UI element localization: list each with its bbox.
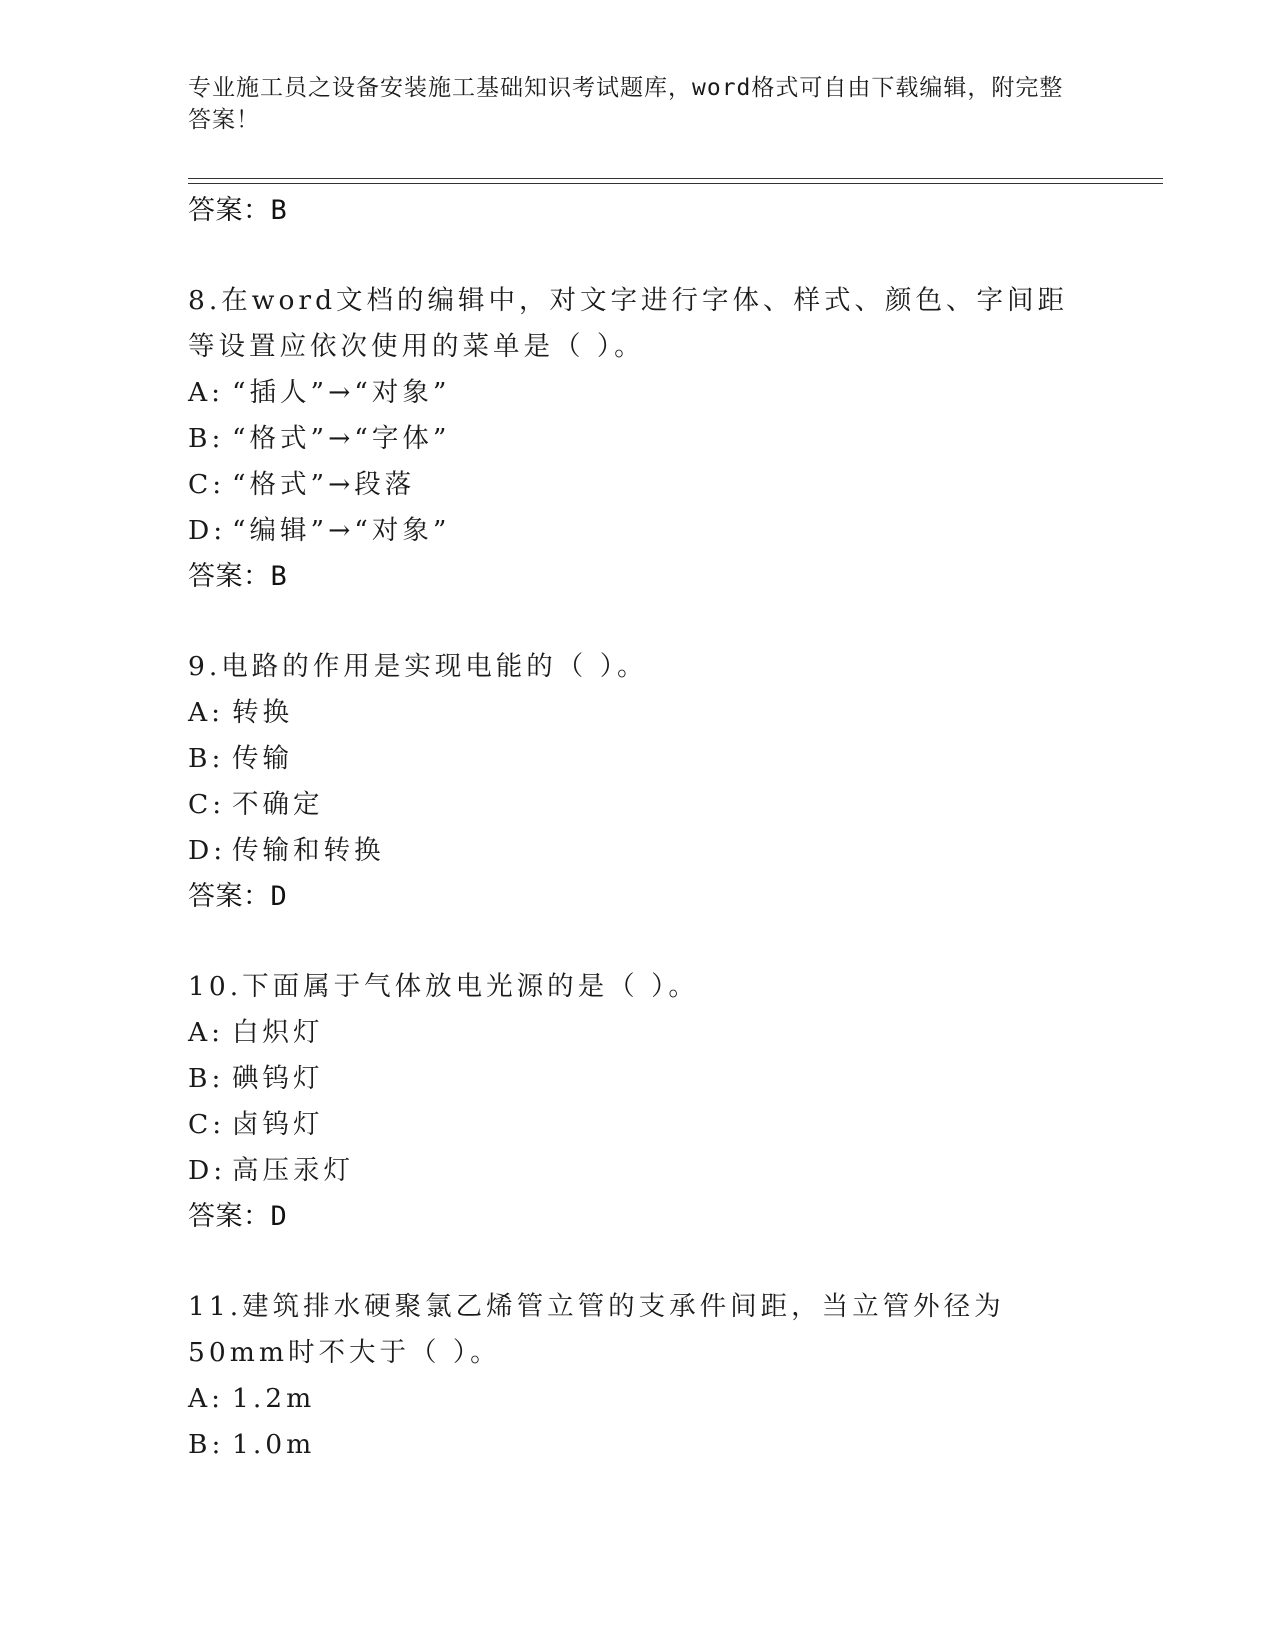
option-letter: B: <box>188 1429 225 1460</box>
option-letter: C: <box>188 1109 226 1140</box>
option-letter: A: <box>188 377 225 408</box>
option-d <box>188 828 1088 874</box>
option-text: 碘钨灯 <box>232 1063 324 1094</box>
option-b <box>188 736 1088 782</box>
option-d <box>188 508 1088 554</box>
option-letter: D: <box>188 835 227 866</box>
option-letter: B: <box>188 743 225 774</box>
option-b <box>188 1422 1088 1468</box>
option-b <box>188 1056 1088 1102</box>
option-text: “格式”→“字体” <box>232 423 451 454</box>
option-d <box>188 1148 1088 1194</box>
option-letter: C: <box>188 789 226 820</box>
question-item <box>188 644 1088 920</box>
option-text: “格式”→段落 <box>232 469 416 500</box>
option-text: “插人”→“对象” <box>232 377 451 408</box>
option-a <box>188 690 1088 736</box>
option-text: 传输和转换 <box>232 835 385 866</box>
option-a <box>188 370 1088 416</box>
option-c <box>188 462 1088 508</box>
question-stem: 10.下面属于气体放电光源的是（ ）。 <box>188 971 699 1002</box>
question-list <box>188 188 1088 1468</box>
option-b <box>188 416 1088 462</box>
question-item <box>188 964 1088 1240</box>
option-text: “编辑”→“对象” <box>232 515 451 546</box>
question-stem: 9.电路的作用是实现电能的（ ）。 <box>188 651 648 682</box>
option-text: 1.2m <box>232 1383 316 1414</box>
question-item <box>188 1284 1088 1468</box>
header-divider-bottom <box>188 183 1163 184</box>
question-stem: 8.在word文档的编辑中，对文字进行字体、样式、颜色、字间距等设置应依次使用的菜单是（ ）。 <box>188 285 1069 362</box>
question-item <box>188 278 1088 600</box>
answer-label: 答案：D <box>188 1201 288 1232</box>
option-a <box>188 1010 1088 1056</box>
option-letter: B: <box>188 423 225 454</box>
option-letter: D: <box>188 515 227 546</box>
option-a <box>188 1376 1088 1422</box>
option-text: 白炽灯 <box>232 1017 324 1048</box>
answer-label: 答案：B <box>188 561 288 592</box>
option-c <box>188 1102 1088 1148</box>
option-letter: B: <box>188 1063 225 1094</box>
page-header: 专业施工员之设备安装施工基础知识考试题库，word格式可自由下载编辑，附完整答案！ <box>188 75 1064 133</box>
option-text: 1.0m <box>232 1429 316 1460</box>
question-stem: 11.建筑排水硬聚氯乙烯管立管的支承件间距，当立管外径为50mm时不大于（ ）。 <box>188 1291 1005 1368</box>
option-letter: A: <box>188 697 225 728</box>
option-letter: C: <box>188 469 226 500</box>
option-letter: A: <box>188 1383 225 1414</box>
option-c <box>188 782 1088 828</box>
option-text: 卤钨灯 <box>232 1109 324 1140</box>
option-text: 不确定 <box>232 789 324 820</box>
option-text: 转换 <box>232 697 293 728</box>
option-text: 高压汞灯 <box>232 1155 354 1186</box>
answer-label: 答案：B <box>188 195 288 226</box>
answer-label: 答案：D <box>188 881 288 912</box>
option-text: 传输 <box>232 743 293 774</box>
option-letter: D: <box>188 1155 227 1186</box>
option-letter: A: <box>188 1017 225 1048</box>
header-divider-top <box>188 178 1163 179</box>
